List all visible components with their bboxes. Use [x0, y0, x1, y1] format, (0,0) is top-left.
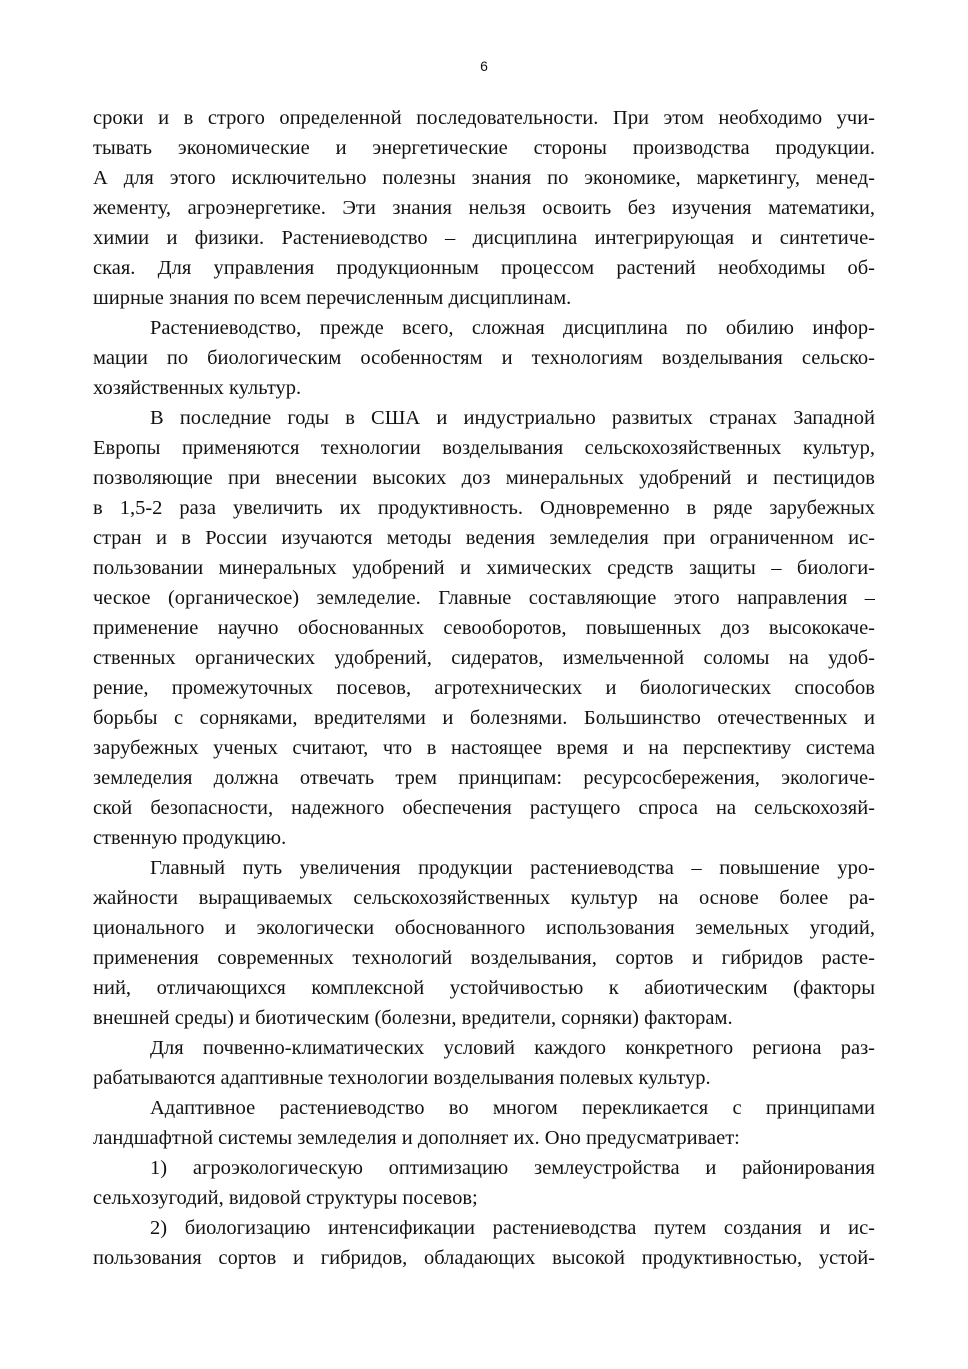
text-line: сроки и в строго определенной последовательности. При этом необходимо учи- [93, 107, 875, 129]
paragraph [93, 1033, 875, 1093]
text-line: применения современных технологий возделывания, сортов и гибридов расте- [93, 947, 875, 969]
text-line: пользования сортов и гибридов, обладающих высокой продуктивностью, устой- [93, 1247, 875, 1269]
text-line: стран и в России изучаются методы ведения земледелия при ограниченном ис- [93, 527, 875, 549]
text-line: земледелия должна отвечать трем принципам: ресурсосбережения, экологиче- [93, 767, 875, 789]
text-line: ской безопасности, надежного обеспечения растущего спроса на сельскохозяй- [93, 797, 875, 819]
text-line: в 1,5-2 раза увеличить их продуктивность. Одновременно в ряде зарубежных [93, 497, 875, 519]
paragraph [93, 313, 875, 403]
paragraph [93, 1153, 875, 1213]
text-line: 2) биологизацию интенсификации растениеводства путем создания и ис- [150, 1217, 875, 1239]
paragraph [93, 1213, 875, 1273]
text-line: ширные знания по всем перечисленным дисциплинам. [93, 287, 572, 309]
text-line: ственную продукцию. [93, 827, 287, 849]
text-line: сельхозугодий, видовой структуры посевов; [93, 1187, 478, 1209]
text-line: А для этого исключительно полезны знания по экономике, маркетингу, менед- [93, 167, 875, 189]
text-line: Для почвенно-климатических условий каждого конкретного региона раз- [150, 1037, 875, 1059]
text-line: мации по биологическим особенностям и технологиям возделывания сельско- [93, 347, 875, 369]
text-line: жайности выращиваемых сельскохозяйственных культур на основе более ра- [93, 887, 875, 909]
paragraph [93, 1093, 875, 1153]
document-body [93, 103, 875, 1273]
text-line: Адаптивное растениеводство во многом перекликается с принципами [150, 1097, 875, 1119]
text-line: Растениеводство, прежде всего, сложная дисциплина по обилию инфор- [150, 317, 875, 339]
text-line: позволяющие при внесении высоких доз минеральных удобрений и пестицидов [93, 467, 875, 489]
paragraph [93, 853, 875, 1033]
text-line: ландшафтной системы земледелия и дополняет их. Оно предусматривает: [93, 1127, 740, 1149]
text-line: жементу, агроэнергетике. Эти знания нельзя освоить без изучения математики, [93, 197, 875, 219]
text-line: тывать экономические и энергетические стороны производства продукции. [93, 137, 875, 159]
text-line: ний, отличающихся комплексной устойчивостью к абиотическим (факторы [93, 977, 875, 999]
text-line: Главный путь увеличения продукции растениеводства – повышение уро- [150, 857, 875, 879]
text-line: пользовании минеральных удобрений и химических средств защиты – биологи- [93, 557, 875, 579]
text-line: зарубежных ученых считают, что в настоящее время и на перспективу система [93, 737, 875, 759]
text-line: рение, промежуточных посевов, агротехнических и биологических способов [93, 677, 875, 699]
text-line: химии и физики. Растениеводство – дисциплина интегрирующая и синтетиче- [93, 227, 875, 249]
text-line: рабатываются адаптивные технологии возделывания полевых культур. [93, 1067, 711, 1089]
text-line: ская. Для управления продукционным процессом растений необходимы об- [93, 257, 875, 279]
text-line: применение научно обоснованных севооборотов, повышенных доз высококаче- [93, 617, 875, 639]
text-line: ческое (органическое) земледелие. Главные составляющие этого направления – [93, 587, 875, 609]
text-line: 1) агроэкологическую оптимизацию землеустройства и районирования [150, 1157, 875, 1179]
text-line: внешней среды) и биотическим (болезни, вредители, сорняки) факторам. [93, 1007, 733, 1029]
text-line: ционального и экологически обоснованного использования земельных угодий, [93, 917, 875, 939]
page-number: 6 [480, 58, 488, 74]
text-line: борьбы с сорняками, вредителями и болезнями. Большинство отечественных и [93, 707, 875, 729]
paragraph [93, 103, 875, 313]
text-line: ственных органических удобрений, сидератов, измельченной соломы на удоб- [93, 647, 875, 669]
text-line: хозяйственных культур. [93, 377, 302, 399]
paragraph [93, 403, 875, 853]
text-line: Европы применяются технологии возделывания сельскохозяйственных культур, [93, 437, 875, 459]
text-line: В последние годы в США и индустриально развитых странах Западной [150, 407, 875, 429]
